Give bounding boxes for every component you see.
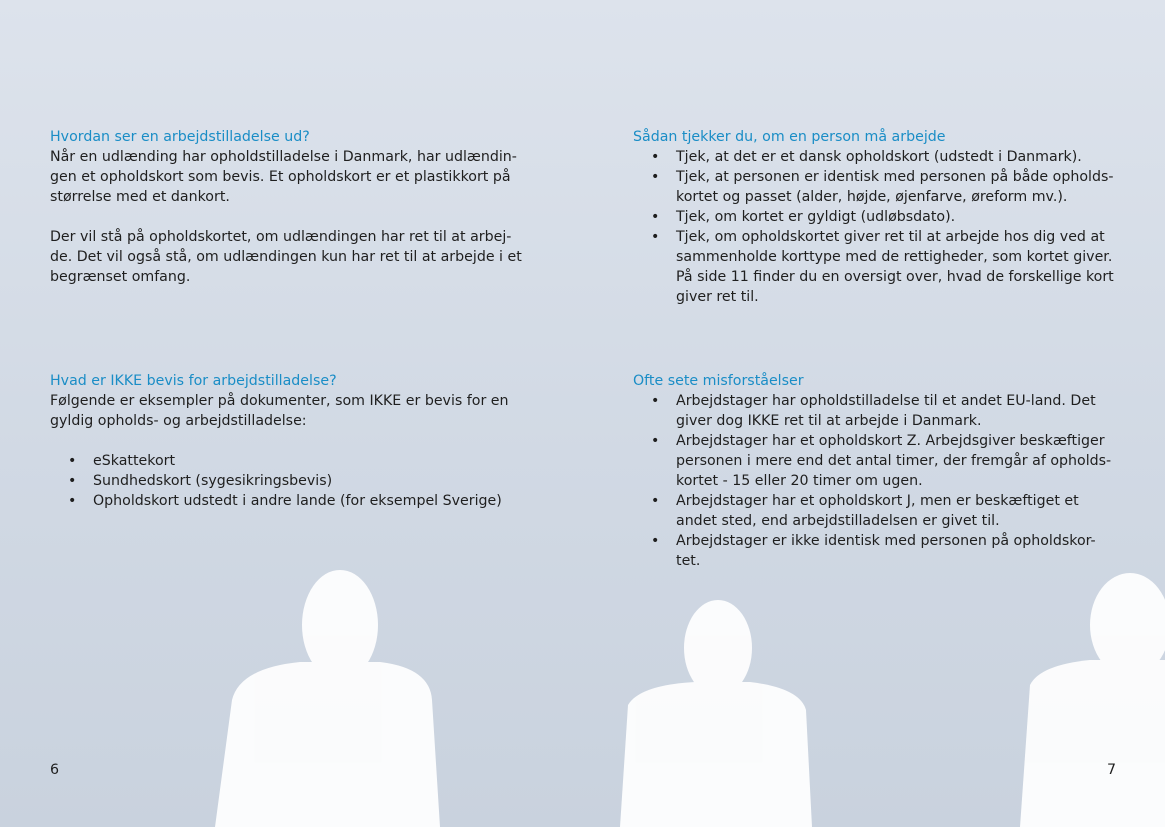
list-item-line: kortet - 15 eller 20 timer om ugen. bbox=[676, 473, 923, 489]
list-item-line: sammenholde korttype med de rettigheder, som kortet giver. bbox=[676, 249, 1113, 265]
misunderstandings-list bbox=[633, 391, 1133, 571]
list-item-line: tet. bbox=[676, 553, 701, 569]
left-section-not-proof bbox=[50, 371, 550, 511]
body-line: størrelse med et dankort. bbox=[50, 189, 230, 205]
list-item-line: giver ret til. bbox=[676, 289, 759, 305]
right-section-check bbox=[633, 127, 1133, 307]
right-section-misunderstandings bbox=[633, 371, 1133, 571]
body-line: gyldig opholds- og arbejdstilladelse: bbox=[50, 413, 307, 429]
list-item-line: • Arbejdstager har et opholdskort J, men er beskæftiget et bbox=[676, 493, 1079, 509]
list-item bbox=[633, 147, 1133, 167]
statue-body bbox=[620, 682, 812, 827]
section-heading: Ofte sete misforståelser bbox=[633, 373, 804, 389]
page-number-left: 6 bbox=[50, 762, 60, 778]
list-item bbox=[633, 167, 1133, 207]
list-item-line: • Arbejdstager har et opholdskort Z. Arbejdsgiver beskæftiger bbox=[676, 433, 1105, 449]
statue-body bbox=[1020, 660, 1165, 827]
list-item-line: • Tjek, om opholdskortet giver ret til at arbejde hos dig ved at bbox=[676, 229, 1105, 245]
page-number-right: 7 bbox=[1107, 762, 1117, 778]
list-item bbox=[633, 227, 1133, 307]
body-line: begrænset omfang. bbox=[50, 269, 191, 285]
left-section-appearance bbox=[50, 127, 550, 287]
body-line: de. Det vil også stå, om udlændingen kun har ret til at arbejde i et bbox=[50, 249, 522, 265]
list-item-line: • Tjek, om kortet er gyldigt (udløbsdato). bbox=[676, 209, 956, 225]
list-item bbox=[633, 491, 1133, 531]
check-list bbox=[633, 147, 1133, 307]
list-item-line: • Tjek, at det er et dansk opholdskort (udstedt i Danmark). bbox=[676, 149, 1082, 165]
list-item-line: • Arbejdstager har opholdstilladelse til et andet EU-land. Det bbox=[676, 393, 1096, 409]
body-line: Følgende er eksempler på dokumenter, som IKKE er bevis for en bbox=[50, 393, 509, 409]
list-item: • Opholdskort udstedt i andre lande (for eksempel Sverige) bbox=[50, 491, 550, 511]
list-item-line: giver dog IKKE ret til at arbejde i Danmark. bbox=[676, 413, 982, 429]
list-item-line: • Tjek, at personen er identisk med personen på både opholds- bbox=[676, 169, 1114, 185]
list-item bbox=[633, 531, 1133, 571]
body-line: gen et opholdskort som bevis. Et opholdskort er et plastikkort på bbox=[50, 169, 511, 185]
list-item-line: andet sted, end arbejdstilladelsen er givet til. bbox=[676, 513, 1000, 529]
list-item-line: • Arbejdstager er ikke identisk med personen på opholdskor- bbox=[676, 533, 1096, 549]
list-item-line: kortet og passet (alder, højde, øjenfarve, øreform mv.). bbox=[676, 189, 1068, 205]
list-item bbox=[633, 207, 1133, 227]
section-heading: Hvad er IKKE bevis for arbejdstilladelse? bbox=[50, 373, 337, 389]
section-heading: Hvordan ser en arbejdstilladelse ud? bbox=[50, 129, 310, 145]
not-proof-list bbox=[50, 451, 550, 511]
list-item-line: personen i mere end det antal timer, der fremgår af opholds- bbox=[676, 453, 1112, 469]
list-item bbox=[633, 391, 1133, 431]
body-line: Der vil stå på opholdskortet, om udlændingen har ret til at arbej- bbox=[50, 229, 512, 245]
body-line: Når en udlænding har opholdstilladelse i Danmark, har udlændin- bbox=[50, 149, 517, 165]
statue-body bbox=[215, 662, 440, 827]
list-item: • eSkattekort bbox=[50, 451, 550, 471]
list-item-line: På side 11 finder du en oversigt over, hvad de forskellige kort bbox=[676, 269, 1114, 285]
section-heading: Sådan tjekker du, om en person må arbejde bbox=[633, 129, 946, 145]
list-item: • Sundhedskort (sygesikringsbevis) bbox=[50, 471, 550, 491]
list-item bbox=[633, 431, 1133, 491]
